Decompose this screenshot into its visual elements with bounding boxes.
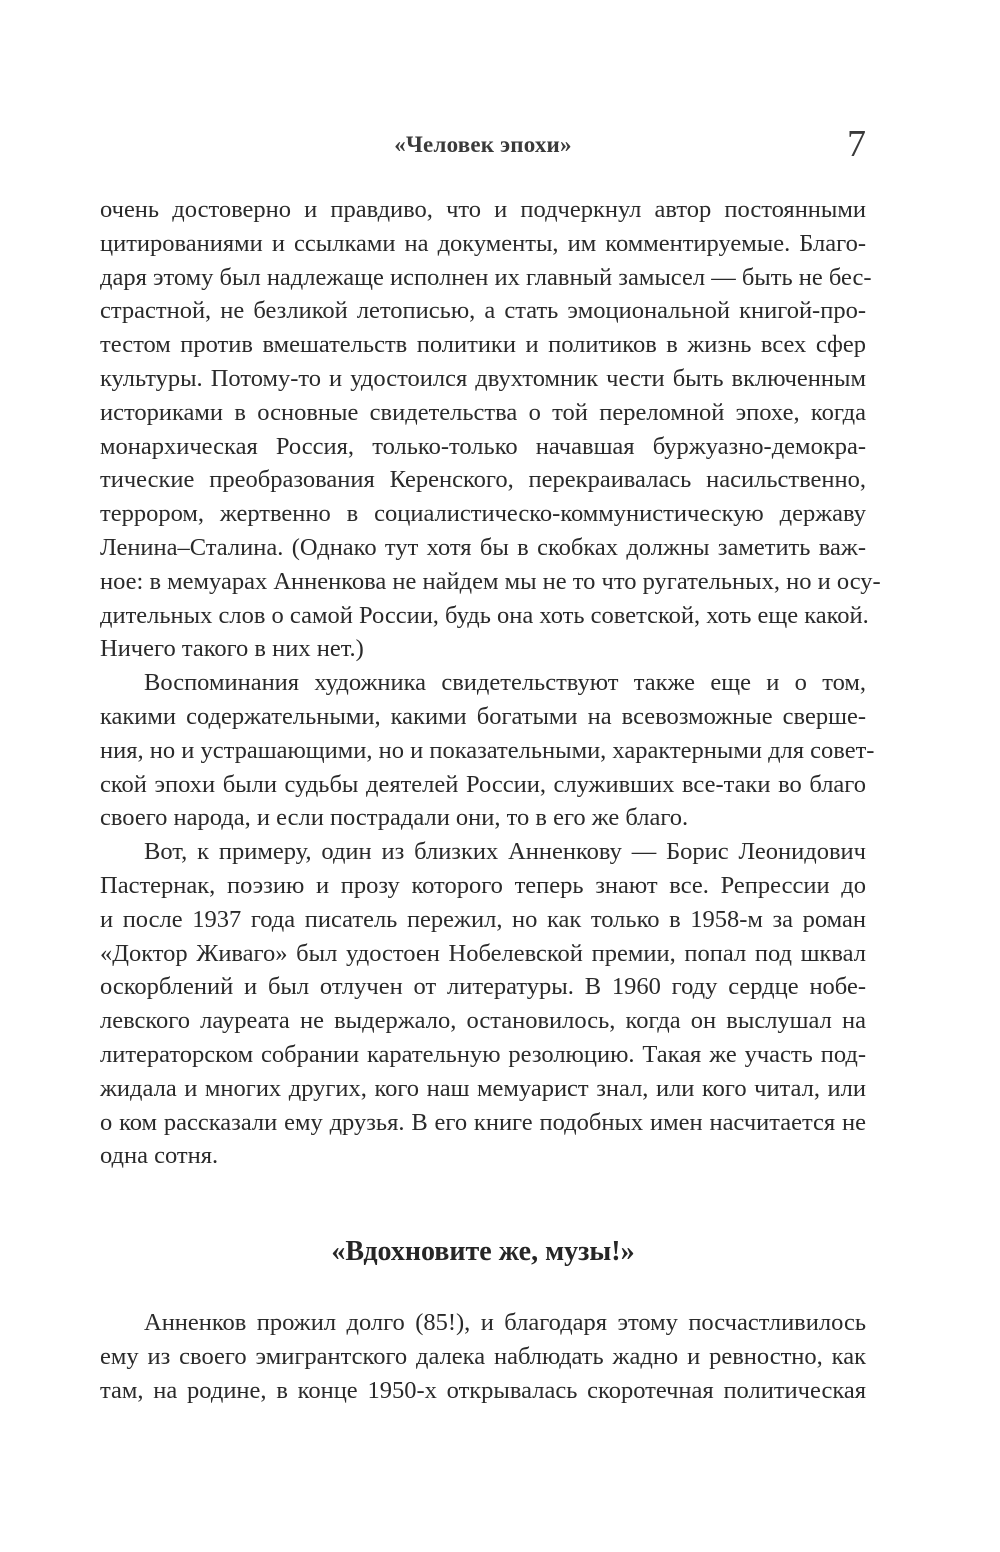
text-line: ской эпохи были судьбы деятелей России, служивших все-таки во благо: [100, 770, 866, 798]
text-line: дительных слов о самой России, будь она хоть советской, хоть еще какой.: [100, 601, 869, 629]
text-line: о ком рассказали ему друзья. В его книге подобных имен насчитается не: [100, 1108, 866, 1136]
text-line: литераторском собрании карательную резолюцию. Такая же участь под-: [100, 1040, 866, 1068]
text-line: «Доктор Живаго» был удостоен Нобелевской премии, попал под шквал: [100, 939, 866, 967]
text-line: террором, жертвенно в социалистическо-коммунистическую державу: [100, 500, 866, 528]
page-number: 7: [847, 123, 866, 165]
text-line: своего народа, и если пострадали они, то в его же благо.: [100, 804, 689, 832]
text-line: ния, но и устрашающими, но и показательными, характерными для совет-: [100, 736, 875, 764]
text-line: очень достоверно и правдиво, что и подчеркнул автор постоянными: [100, 196, 866, 223]
text-line: Ленина–Сталина. (Однако тут хотя бы в скобках должны заметить важ-: [100, 533, 866, 561]
text-line: Вот, к примеру, один из близких Анненкову — Борис Леонидович: [144, 838, 866, 866]
text-line: левского лауреата не выдержало, остановилось, когда он выслушал на: [100, 1007, 866, 1035]
text-line: оскорблений и был отлучен от литературы. В 1960 году сердце нобе-: [100, 973, 866, 1001]
text-line: Воспоминания художника свидетельствуют также еще и о том,: [144, 669, 866, 697]
body-text-block-2: [100, 1306, 866, 1407]
text-line: ное: в мемуарах Анненкова не найдем мы не то что ругательных, но и осу-: [100, 567, 881, 595]
text-line: какими содержательными, какими богатыми на всевозможные сверше-: [100, 702, 866, 730]
running-head: [100, 123, 866, 172]
text-line: там, на родине, в конце 1950-х открывалась скоротечная политическая: [100, 1376, 866, 1404]
text-line: цитированиями и ссылками на документы, им комментируемые. Благо-: [100, 229, 866, 257]
section-heading: «Вдохновите же, музы!»: [331, 1236, 635, 1267]
text-line: жидала и многих других, кого наш мемуарист знал, или кого читал, или: [100, 1074, 866, 1102]
text-line: и после 1937 года писатель пережил, но как только в 1958-м за роман: [100, 905, 866, 933]
text-line: одна сотня.: [100, 1142, 219, 1170]
body-text-block-1: [100, 193, 881, 1173]
text-line: Анненков прожил долго (85!), и благодаря этому посчастливилось: [144, 1309, 866, 1336]
text-line: Пастернак, поэзию и прозу которого теперь знают все. Репрессии до: [100, 871, 866, 899]
text-line: тестом против вмешательств политики и политиков в жизнь всех сфер: [100, 331, 866, 359]
text-line: даря этому был надлежаще исполнен их главный замысел — быть не бес-: [100, 263, 872, 291]
running-title: «Человек эпохи»: [394, 132, 572, 157]
text-line: историками в основные свидетельства о той переломной эпохе, когда: [100, 398, 866, 426]
text-line: ему из своего эмигрантского далека наблюдать жадно и ревностно, как: [100, 1342, 866, 1370]
text-line: монархическая Россия, только-только начавшая буржуазно-демокра-: [100, 432, 866, 460]
text-line: Ничего такого в них нет.): [100, 635, 364, 663]
text-line: страстной, не безликой летописью, а стать эмоциональной книгой-про-: [100, 297, 866, 325]
text-line: культуры. Потому-то и удостоился двухтомник чести быть включенным: [100, 364, 866, 392]
text-line: тические преобразования Керенского, перекраивалась насильственно,: [100, 466, 866, 494]
